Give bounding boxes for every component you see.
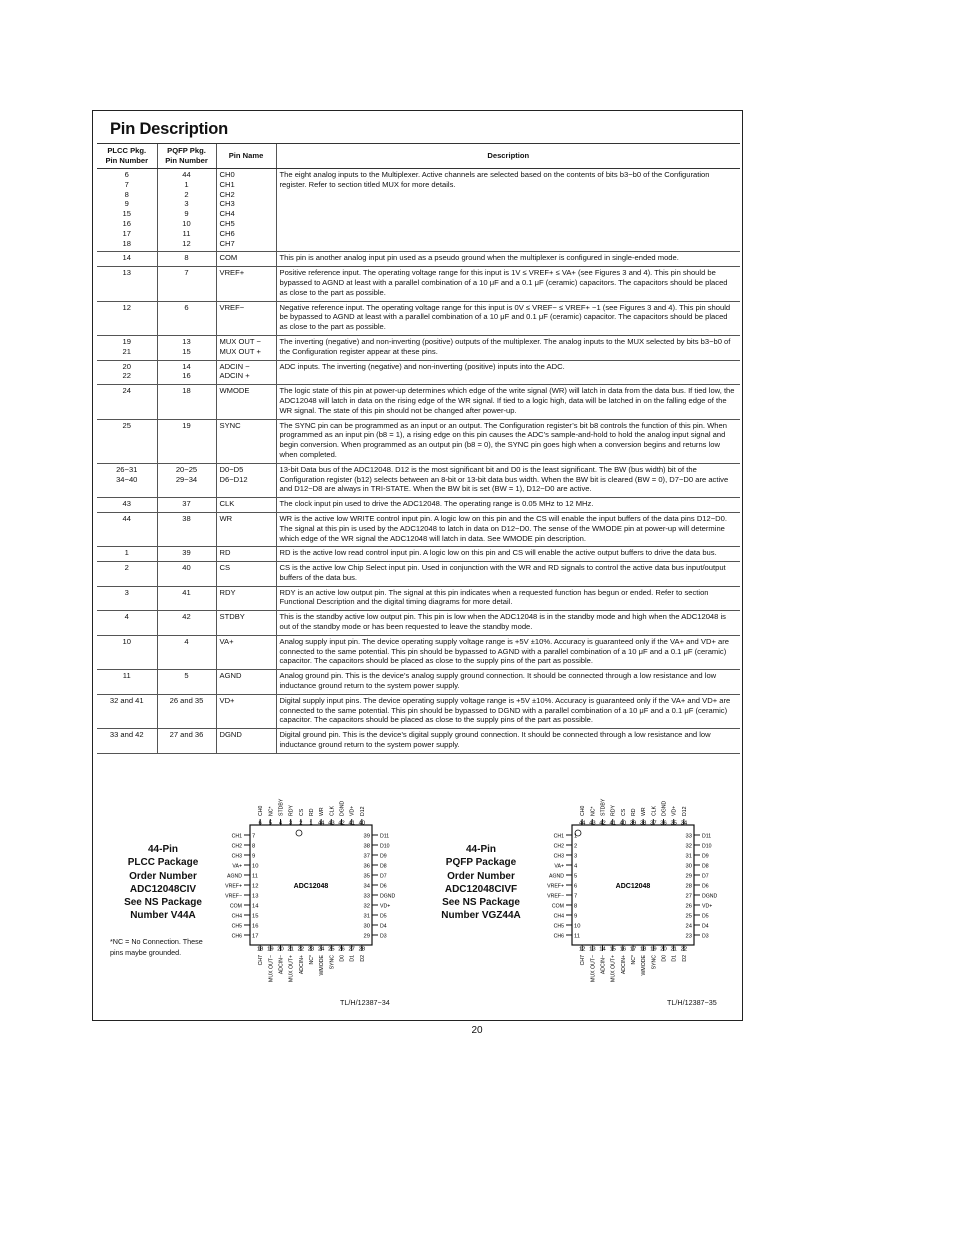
top-pin-number: 44 xyxy=(578,820,586,827)
pin-name-cell: COM xyxy=(216,252,276,267)
plcc-pin-cell: 13 xyxy=(97,267,157,301)
pqfp-pin-cell: 4 xyxy=(157,635,216,669)
left-pin-number: 13 xyxy=(252,893,259,900)
pqfp-pin-cell: 7 xyxy=(157,267,216,301)
right-pin-number: 33 xyxy=(685,833,692,840)
right-pin-name: D10 xyxy=(380,843,390,850)
right-pin-number: 30 xyxy=(363,923,370,930)
pin-name-cell: CLK xyxy=(216,498,276,513)
bottom-pin-number: 28 xyxy=(358,946,366,953)
bottom-pin-number: 20 xyxy=(277,946,284,953)
table-row xyxy=(97,335,740,360)
top-pin-number: 36 xyxy=(660,820,667,827)
bottom-pin-number: 21 xyxy=(287,946,294,953)
top-pin-name: VD+ xyxy=(349,805,356,816)
pin-description-table xyxy=(97,143,740,754)
pin-name-cell: RD xyxy=(216,547,276,562)
bottom-pin-number: 14 xyxy=(599,946,606,953)
bottom-pin-name: MUX OUT− xyxy=(268,955,275,982)
right-pin-name: D4 xyxy=(380,923,387,930)
bottom-pin-number: 17 xyxy=(629,946,637,953)
top-pin-number: 3 xyxy=(289,820,293,827)
top-pin-name: DGND xyxy=(339,800,346,816)
right-pin-name: D9 xyxy=(380,853,387,860)
bottom-pin-name: CH7 xyxy=(580,955,587,966)
pin-name-cell: CH0 CH1 CH2 CH3 CH4 CH5 CH6 CH7 xyxy=(216,169,276,252)
right-pin-number: 29 xyxy=(363,933,370,940)
top-pin-name: STDBY xyxy=(600,798,607,816)
pin-description-cell: Negative reference input. The operating voltage range for this input is 0V ≤ VREF− ≤ VREF+ −1 (see Figures 3 and 4). This pin should be bypassed to AGND at least with a parallel combination of a 10 μF and 0.1 μF (ceramic) capacitor. The capacitors should be placed as close to the part as possible. xyxy=(276,301,740,335)
right-pin-number: 28 xyxy=(685,883,692,890)
bottom-pin-number: 19 xyxy=(267,946,274,953)
pin-description-cell: The clock input pin used to drive the ADC12048. The operating range is 0.05 MHz to 12 MHz. xyxy=(276,498,740,513)
top-pin-name: CLK xyxy=(651,805,658,816)
plcc-pin-cell: 32 and 41 xyxy=(97,694,157,728)
pin-description-cell: Analog supply input pin. The device operating supply voltage range is +5V ±10%. Accuracy is guaranteed only if the VA+ and VD+ are connected to the same potential. This pin should be bypassed to AGND with a parallel combination of a 10 μF and a 0.1 μF (ceramic) capacitor. The capacitors should be placed as close to the supply pins of the part as possible. xyxy=(276,635,740,669)
top-pin-name: STDBY xyxy=(278,798,285,816)
package-diagrams xyxy=(93,773,742,1021)
left-pin-name: VREF+ xyxy=(225,883,242,890)
bottom-pin-number: 19 xyxy=(650,946,657,953)
top-pin-name: RD xyxy=(631,808,637,816)
right-pin-number: 32 xyxy=(363,903,370,910)
pin-description-cell: RD is the active low read control input pin. A logic low on this pin and CS will enable the active output buffers to drive the data bus. xyxy=(276,547,740,562)
bottom-pin-number: 13 xyxy=(589,946,596,953)
table-row xyxy=(97,463,740,497)
plcc-pin-cell: 11 xyxy=(97,670,157,695)
right-pin-name: D11 xyxy=(702,833,712,840)
pin-description-cell: This is the standby active low output pin. This pin is low when the ADC12048 is in the standby mode and high when the ADC12048 is out of the standby mode or has been requested to leave the standby mode. xyxy=(276,611,740,636)
plcc-pin-cell: 25 xyxy=(97,419,157,463)
pin-name-cell: VREF− xyxy=(216,301,276,335)
right-pin-name: D6 xyxy=(702,883,709,890)
left-pin-number: 15 xyxy=(252,913,259,920)
bottom-pin-name: ADCIN+ xyxy=(298,955,305,975)
plcc-pin-cell: 3 xyxy=(97,586,157,611)
bottom-pin-number: 16 xyxy=(619,946,627,953)
bottom-pin-name: MUX OUT− xyxy=(590,955,597,982)
bottom-pin-number: 27 xyxy=(348,946,355,953)
left-pin-number: 6 xyxy=(574,883,578,890)
top-pin-number: 4 xyxy=(278,820,283,827)
right-pin-name: DGND xyxy=(380,893,396,900)
top-pin-name: CS xyxy=(620,808,627,816)
top-pin-number: 40 xyxy=(358,820,366,827)
table-row xyxy=(97,360,740,385)
top-pin-number: 38 xyxy=(639,820,647,827)
pqfp-pin-cell: 20−25 29−34 xyxy=(157,463,216,497)
right-pin-number: 37 xyxy=(363,853,370,860)
right-pin-number: 33 xyxy=(363,893,370,900)
right-pin-name: D7 xyxy=(702,873,709,880)
bottom-pin-name: D0 xyxy=(339,955,346,962)
top-pin-number: 41 xyxy=(609,820,616,827)
left-pin-number: 9 xyxy=(574,913,578,920)
plcc-pin-cell: 33 and 42 xyxy=(97,729,157,754)
pqfp-figure-id: TL/H/12387−35 xyxy=(667,998,717,1007)
table-row xyxy=(97,385,740,419)
left-pin-number: 8 xyxy=(252,843,256,850)
left-pin-name: CH2 xyxy=(231,843,242,850)
right-pin-name: D9 xyxy=(702,853,709,860)
top-pin-name: WR xyxy=(319,807,326,816)
right-pin-name: D10 xyxy=(702,843,712,850)
top-pin-name: CH0 xyxy=(580,805,587,816)
pin-name-cell: VD+ xyxy=(216,694,276,728)
pqfp-pin-cell: 37 xyxy=(157,498,216,513)
left-pin-name: CH4 xyxy=(231,913,242,920)
left-pin-name: CH6 xyxy=(553,933,564,940)
pqfp-pin-cell: 14 16 xyxy=(157,360,216,385)
left-pin-name: COM xyxy=(551,903,564,910)
plcc-pinout-diagram xyxy=(198,773,398,1013)
bottom-pin-number: 15 xyxy=(609,946,616,953)
bottom-pin-number: 18 xyxy=(639,946,647,953)
right-pin-number: 29 xyxy=(685,873,692,880)
table-row xyxy=(97,635,740,669)
left-pin-number: 9 xyxy=(252,853,256,860)
right-pin-name: DGND xyxy=(702,893,718,900)
pin-name-cell: MUX OUT − MUX OUT + xyxy=(216,335,276,360)
left-pin-number: 10 xyxy=(252,863,259,870)
bottom-pin-name: D1 xyxy=(349,955,356,962)
right-pin-name: VD+ xyxy=(380,903,391,910)
table-row xyxy=(97,562,740,587)
left-pin-name: CH3 xyxy=(553,853,564,860)
pqfp-pin-cell: 39 xyxy=(157,547,216,562)
top-pin-number: 35 xyxy=(670,820,677,827)
right-pin-number: 36 xyxy=(363,863,370,870)
pin-description-cell: The eight analog inputs to the Multiplexer. Active channels are selected based on the contents of bits b3−b0 of the Configuration register. Refer to section titled MUX for more details. xyxy=(276,169,740,252)
top-pin-name: D12 xyxy=(681,806,688,816)
top-pin-number: 40 xyxy=(619,820,627,827)
top-pin-name: NC* xyxy=(268,806,275,816)
left-pin-name: CH4 xyxy=(553,913,564,920)
pin-name-cell: RDY xyxy=(216,586,276,611)
bottom-pin-name: NC* xyxy=(309,955,315,965)
pqfp-pin-cell: 8 xyxy=(157,252,216,267)
chip-name: ADC12048 xyxy=(293,883,329,890)
pin-name-cell: VREF+ xyxy=(216,267,276,301)
plcc-pin-cell: 4 xyxy=(97,611,157,636)
table-row xyxy=(97,252,740,267)
pin1-marker xyxy=(296,830,302,836)
bottom-pin-name: ADCIN− xyxy=(600,955,607,975)
left-pin-number: 11 xyxy=(574,933,581,940)
right-pin-number: 34 xyxy=(363,883,370,890)
top-pin-number: 42 xyxy=(338,820,345,827)
plcc-pin-cell: 1 xyxy=(97,547,157,562)
col-header-description: Description xyxy=(276,144,740,169)
top-pin-number: 44 xyxy=(317,820,325,827)
pqfp-pin-cell: 44 1 2 3 9 10 11 12 xyxy=(157,169,216,252)
pqfp-pin-cell: 26 and 35 xyxy=(157,694,216,728)
top-pin-number: 5 xyxy=(268,820,272,827)
pin-name-cell: STDBY xyxy=(216,611,276,636)
table-body xyxy=(97,169,740,754)
table-row xyxy=(97,586,740,611)
top-pin-number: 37 xyxy=(650,820,657,827)
right-pin-name: D6 xyxy=(380,883,387,890)
datasheet-frame xyxy=(92,110,743,1021)
pin-name-cell: DGND xyxy=(216,729,276,754)
left-pin-name: CH3 xyxy=(231,853,242,860)
right-pin-name: D8 xyxy=(702,863,709,870)
pin-description-cell: 13-bit Data bus of the ADC12048. D12 is the most significant bit and D0 is the least significant. The BW (bus width) bit of the Configuration register (b12) selects between an 8-bit or 13-bit data bus width. When the BW bit is cleared (BW = 0), D7−D0 are active and D12−D8 are always in TRI-STATE. When the BW bit is set (BW = 1), D12−D0 are active. xyxy=(276,463,740,497)
pin-description-cell: This pin is another analog input pin used as a pseudo ground when the multiplexer is configured in single-ended mode. xyxy=(276,252,740,267)
nc-footnote: *NC = No Connection. These pins maybe grounded. xyxy=(110,937,203,957)
table-row xyxy=(97,169,740,252)
left-pin-number: 1 xyxy=(574,833,578,840)
left-pin-number: 2 xyxy=(574,843,578,850)
pin-description-cell: ADC inputs. The inverting (negative) and non-inverting (positive) inputs into the ADC. xyxy=(276,360,740,385)
plcc-pin-cell: 19 21 xyxy=(97,335,157,360)
left-pin-number: 14 xyxy=(252,903,259,910)
right-pin-number: 23 xyxy=(685,933,692,940)
left-pin-name: CH1 xyxy=(231,833,242,840)
pqfp-pin-cell: 13 15 xyxy=(157,335,216,360)
bottom-pin-name: SYNC xyxy=(651,955,658,970)
right-pin-number: 30 xyxy=(685,863,692,870)
bottom-pin-name: ADCIN+ xyxy=(620,955,627,975)
right-pin-name: D11 xyxy=(380,833,390,840)
top-pin-name: RDY xyxy=(288,805,295,816)
bottom-pin-name: MUX OUT+ xyxy=(610,955,617,982)
pin-name-cell: SYNC xyxy=(216,419,276,463)
left-pin-name: CH5 xyxy=(231,923,242,930)
left-pin-number: 7 xyxy=(252,833,256,840)
right-pin-name: D5 xyxy=(702,913,709,920)
right-pin-name: D7 xyxy=(380,873,387,880)
bottom-pin-name: D2 xyxy=(681,955,688,962)
pin-description-cell: CS is the active low Chip Select input pin. Used in conjunction with the WR and RD signals to control the active data bus input/output buffers of the data bus. xyxy=(276,562,740,587)
page-number: 20 xyxy=(471,1025,483,1036)
plcc-package-label: 44-Pin PLCC Package Order Number ADC12048CIV See NS Package Number V44A xyxy=(124,844,202,922)
table-row xyxy=(97,694,740,728)
pin-name-cell: D0−D5 D6−D12 xyxy=(216,463,276,497)
top-pin-number: 39 xyxy=(629,820,637,827)
left-pin-number: 4 xyxy=(574,863,578,870)
chip-name: ADC12048 xyxy=(615,883,651,890)
top-pin-number: 34 xyxy=(680,820,688,827)
pin-name-cell: AGND xyxy=(216,670,276,695)
top-pin-name: WR xyxy=(641,807,648,816)
pqfp-package-label: 44-Pin PQFP Package Order Number ADC12048CIVF See NS Package Number VGZ44A xyxy=(441,844,521,922)
pin-description-cell: WR is the active low WRITE control input pin. A logic low on this pin and the CS will enable the input buffers of the data pins D12−D0. The signal at this pin is used by the ADC12048 to latch in data on D12−D0. The sense of the WMODE pin at power-up will determine which edge of the WR signal the ADC12048 will latch in data. See WMODE pin description. xyxy=(276,512,740,546)
bottom-pin-name: D2 xyxy=(359,955,366,962)
table-row xyxy=(97,729,740,754)
left-pin-number: 5 xyxy=(574,873,578,880)
plcc-pin-cell: 10 xyxy=(97,635,157,669)
bottom-pin-number: 22 xyxy=(297,946,305,953)
plcc-pin-cell: 2 xyxy=(97,562,157,587)
left-pin-name: CH2 xyxy=(553,843,564,850)
pqfp-pin-cell: 18 xyxy=(157,385,216,419)
pqfp-pin-cell: 42 xyxy=(157,611,216,636)
right-pin-name: D3 xyxy=(380,933,387,940)
right-pin-number: 38 xyxy=(363,843,370,850)
plcc-pin-cell: 24 xyxy=(97,385,157,419)
right-pin-number: 31 xyxy=(685,853,692,860)
col-header-pin-name: Pin Name xyxy=(216,144,276,169)
table-row xyxy=(97,498,740,513)
plcc-pin-cell: 43 xyxy=(97,498,157,513)
left-pin-name: VA+ xyxy=(554,863,564,870)
bottom-pin-number: 21 xyxy=(670,946,677,953)
pin-name-cell: ADCIN − ADCIN + xyxy=(216,360,276,385)
top-pin-number: 6 xyxy=(258,820,262,827)
right-pin-name: D3 xyxy=(702,933,709,940)
left-pin-number: 16 xyxy=(252,923,259,930)
left-pin-number: 11 xyxy=(252,873,259,880)
top-pin-name: NC* xyxy=(590,806,597,816)
plcc-pin-cell: 20 22 xyxy=(97,360,157,385)
pin-description-cell: Digital supply input pins. The device operating supply voltage range is +5V ±10%. Accuracy is guaranteed only if the VA+ and VD+ are connected to the same potential. This pin should be bypassed to DGND with a parallel combination of a 10 μF and a 0.1 μF (ceramic) capacitor. The capacitors should be placed as close to the supply pins of the part as possible. xyxy=(276,694,740,728)
left-pin-name: VREF− xyxy=(225,893,242,900)
left-pin-number: 3 xyxy=(574,853,578,860)
pqfp-pin-cell: 5 xyxy=(157,670,216,695)
top-pin-name: VD+ xyxy=(671,805,678,816)
top-pin-number: 42 xyxy=(599,820,606,827)
left-pin-name: VA+ xyxy=(232,863,242,870)
right-pin-number: 31 xyxy=(363,913,370,920)
bottom-pin-name: WMODE xyxy=(641,955,648,976)
pqfp-pinout-diagram xyxy=(520,773,720,1013)
bottom-pin-name: CH7 xyxy=(258,955,265,966)
right-pin-name: D5 xyxy=(380,913,387,920)
top-pin-name: RDY xyxy=(610,805,617,816)
right-pin-number: 32 xyxy=(685,843,692,850)
left-pin-number: 10 xyxy=(574,923,581,930)
pin-description-cell: Digital ground pin. This is the device’s digital supply ground connection. It should be connected through a low resistance and low inductance ground return to the system power supply. xyxy=(276,729,740,754)
bottom-pin-number: 20 xyxy=(660,946,667,953)
table-row xyxy=(97,419,740,463)
pqfp-pin-cell: 40 xyxy=(157,562,216,587)
bottom-pin-number: 12 xyxy=(578,946,586,953)
left-pin-name: AGND xyxy=(227,873,242,880)
left-pin-name: COM xyxy=(229,903,242,910)
pqfp-pin-cell: 38 xyxy=(157,512,216,546)
pin-description-cell: Positive reference input. The operating voltage range for this input is 1V ≤ VREF+ ≤ VA+ (see Figures 3 and 4). This pin should be bypassed to AGND at least with a parallel combination of a 10 μF and a 0.1 μF (ceramic) capacitors. The capacitors should be placed as close to the part as possible. xyxy=(276,267,740,301)
page-title: Pin Description xyxy=(110,120,229,138)
right-pin-number: 25 xyxy=(685,913,692,920)
top-pin-name: DGND xyxy=(661,800,668,816)
left-pin-name: CH5 xyxy=(553,923,564,930)
top-pin-name: CLK xyxy=(329,805,336,816)
table-row xyxy=(97,670,740,695)
bottom-pin-number: 24 xyxy=(317,946,325,953)
pin-description-cell: The logic state of this pin at power-up determines which edge of the write signal (WR) will latch in data from the data bus. If tied low, the ADC12048 will latch in data on the rising edge of the WR signal. If tied to a logic high, data will be latched in on the falling edge of the WR signal. The state of this pin should not be changed after power-up. xyxy=(276,385,740,419)
top-pin-name: CS xyxy=(298,808,305,816)
bottom-pin-number: 23 xyxy=(307,946,315,953)
bottom-pin-name: WMODE xyxy=(319,955,326,976)
table-row xyxy=(97,301,740,335)
pin-name-cell: WR xyxy=(216,512,276,546)
plcc-pin-cell: 26−31 34−40 xyxy=(97,463,157,497)
right-pin-name: VD+ xyxy=(702,903,713,910)
pqfp-pin-cell: 19 xyxy=(157,419,216,463)
left-pin-name: VREF+ xyxy=(547,883,564,890)
pin-description-cell: RDY is an active low output pin. The signal at this pin indicates when a requested function has begun or ended. Refer to section Functional Description and the digital timing diagrams for more detail. xyxy=(276,586,740,611)
top-pin-name: CH0 xyxy=(258,805,265,816)
left-pin-name: AGND xyxy=(549,873,564,880)
top-pin-number: 43 xyxy=(589,820,596,827)
bottom-pin-number: 18 xyxy=(256,946,264,953)
table-row xyxy=(97,547,740,562)
top-pin-number: 1 xyxy=(309,820,313,827)
bottom-pin-name: MUX OUT+ xyxy=(288,955,295,982)
top-pin-name: D12 xyxy=(359,806,366,816)
top-pin-number: 41 xyxy=(348,820,355,827)
left-pin-name: CH1 xyxy=(553,833,564,840)
plcc-pin-cell: 14 xyxy=(97,252,157,267)
table-header-row xyxy=(97,144,740,169)
table-row xyxy=(97,512,740,546)
right-pin-number: 26 xyxy=(685,903,692,910)
right-pin-number: 24 xyxy=(685,923,692,930)
top-pin-name: RD xyxy=(309,808,315,816)
col-header-plcc: PLCC Pkg. Pin Number xyxy=(97,144,157,169)
table-row xyxy=(97,611,740,636)
right-pin-number: 39 xyxy=(363,833,370,840)
plcc-pin-cell: 44 xyxy=(97,512,157,546)
pin-description-cell: The SYNC pin can be programmed as an input or an output. The Configuration register’s bit b8 controls the function of this pin. When programmed as an input pin (b8 = 1), a rising edge on this pin causes the ADC’s sample-and-hold to hold the analog input signal and begin conversion. When programmed as an output pin (b8 = 0), the SYNC pin goes high when a conversion begins and returns low when completed. xyxy=(276,419,740,463)
left-pin-number: 17 xyxy=(252,933,259,940)
pqfp-pin-cell: 27 and 36 xyxy=(157,729,216,754)
left-pin-number: 12 xyxy=(252,883,259,890)
left-pin-name: VREF− xyxy=(547,893,564,900)
top-pin-number: 43 xyxy=(328,820,335,827)
left-pin-number: 7 xyxy=(574,893,578,900)
pqfp-pin-cell: 6 xyxy=(157,301,216,335)
right-pin-name: D8 xyxy=(380,863,387,870)
pqfp-pin-cell: 41 xyxy=(157,586,216,611)
bottom-pin-number: 25 xyxy=(328,946,335,953)
bottom-pin-name: D1 xyxy=(671,955,678,962)
pin-name-cell: WMODE xyxy=(216,385,276,419)
col-header-pqfp: PQFP Pkg. Pin Number xyxy=(157,144,216,169)
pin-name-cell: VA+ xyxy=(216,635,276,669)
plcc-pin-cell: 12 xyxy=(97,301,157,335)
left-pin-name: CH6 xyxy=(231,933,242,940)
bottom-pin-number: 22 xyxy=(680,946,688,953)
bottom-pin-number: 26 xyxy=(338,946,345,953)
pin-description-cell: The inverting (negative) and non-inverting (positive) outputs of the multiplexer. The analog inputs to the MUX selected by bits b3−b0 of the Configuration register appear at these pins. xyxy=(276,335,740,360)
right-pin-number: 35 xyxy=(363,873,370,880)
plcc-pin-cell: 6 7 8 9 15 16 17 18 xyxy=(97,169,157,252)
left-pin-number: 8 xyxy=(574,903,578,910)
bottom-pin-name: SYNC xyxy=(329,955,336,970)
pin-name-cell: CS xyxy=(216,562,276,587)
bottom-pin-name: ADCIN− xyxy=(278,955,285,975)
pin-description-cell: Analog ground pin. This is the device’s analog supply ground connection. It should be connected through a low resistance and low inductance ground return to the system power supply. xyxy=(276,670,740,695)
right-pin-number: 27 xyxy=(685,893,692,900)
right-pin-name: D4 xyxy=(702,923,709,930)
bottom-pin-name: NC* xyxy=(631,955,637,965)
top-pin-number: 2 xyxy=(299,820,303,827)
plcc-figure-id: TL/H/12387−34 xyxy=(340,998,390,1007)
table-row xyxy=(97,267,740,301)
bottom-pin-name: D0 xyxy=(661,955,668,962)
